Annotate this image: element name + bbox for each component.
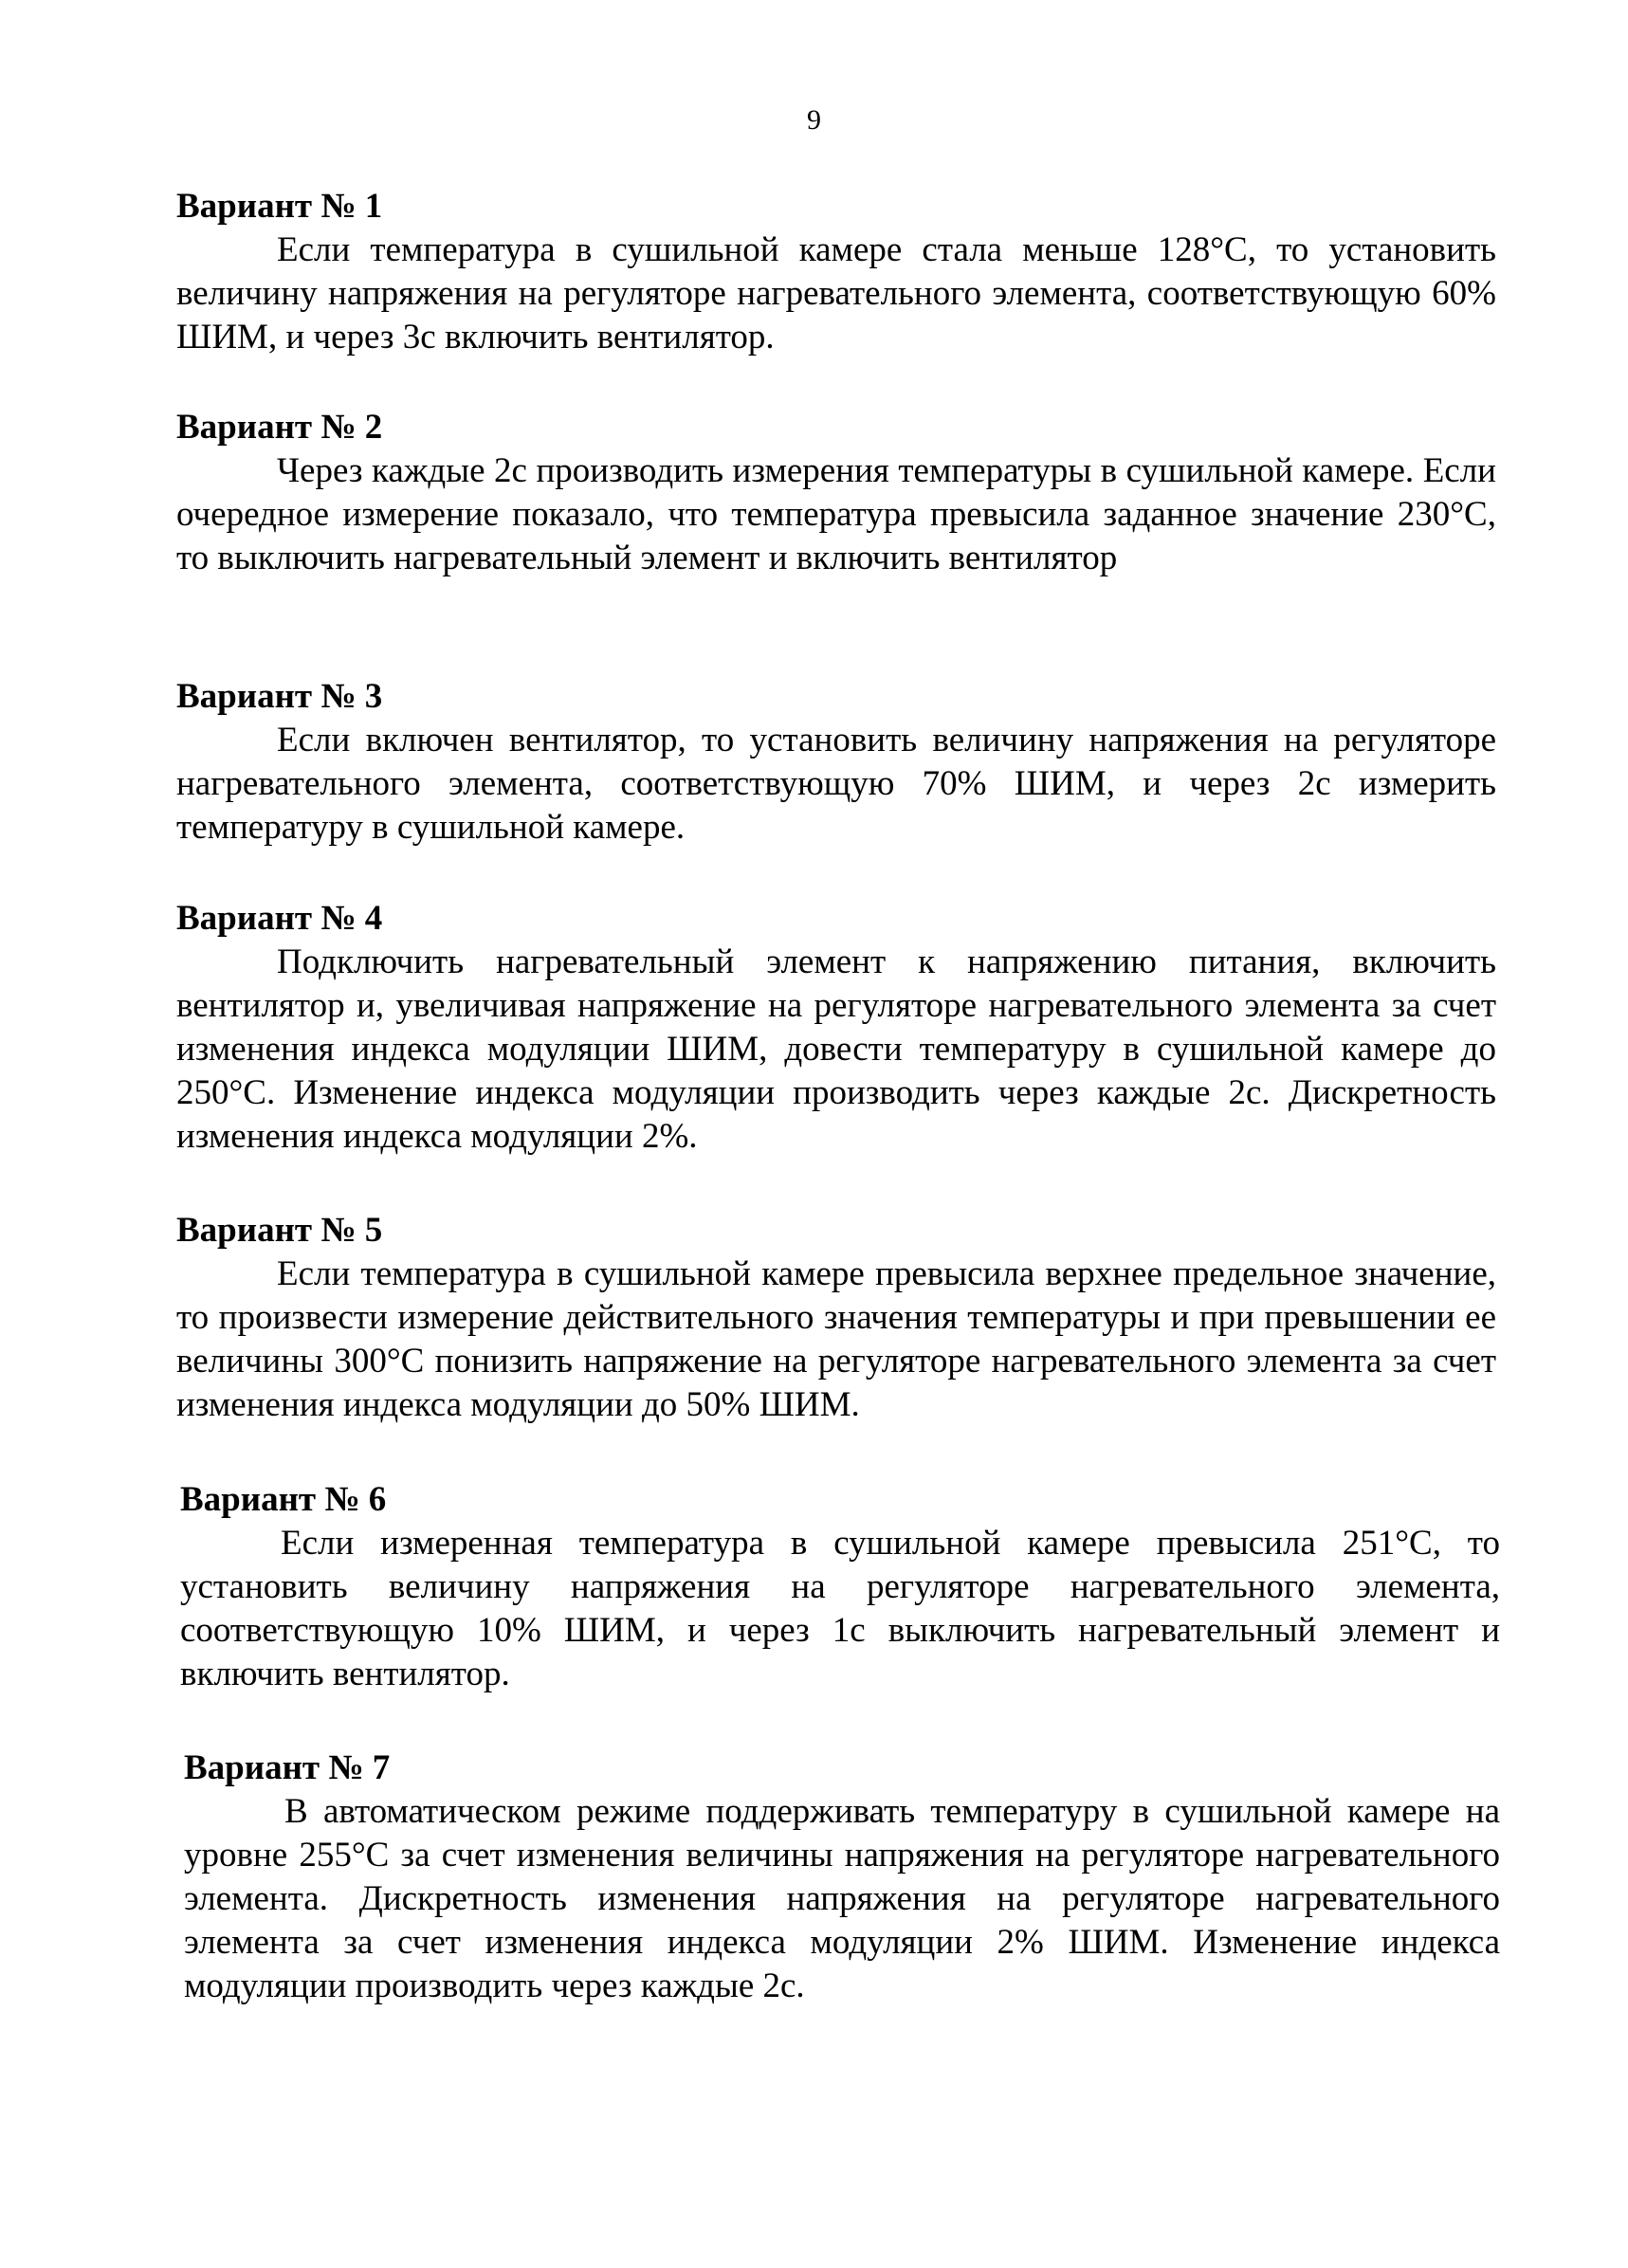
variant-5 — [176, 1209, 1496, 1427]
variant-text: Если включен вентилятор, то установить величину напряжения на регуляторе нагревательного элемента, соответствующую 70% ШИМ, и через 2с измерить температуру в сушильной камере. — [176, 721, 1496, 847]
variant-text: Через каждые 2с производить измерения температуры в сушильной камере. Если очередное измерение показало, что температура превысила заданное значение 230°С, то выключить нагревательный элемент и включить вентилятор — [176, 451, 1496, 577]
variant-text: Если температура в сушильной камере превысила верхнее предельное значение, то произвести измерение действительного значения температуры и при превышении ее величины 300°С понизить напряжение на регуляторе нагревательного элемента за счет изменения индекса модуляции до 50% ШИМ. — [176, 1254, 1496, 1424]
variant-3 — [176, 675, 1496, 850]
variant-heading: Вариант № 6 — [180, 1480, 387, 1519]
variant-heading: Вариант № 1 — [176, 187, 383, 226]
variant-2 — [176, 406, 1496, 580]
variant-heading: Вариант № 4 — [176, 899, 383, 938]
variant-heading: Вариант № 7 — [184, 1748, 391, 1787]
variant-4 — [176, 897, 1496, 1159]
variant-heading: Вариант № 5 — [176, 1211, 383, 1250]
variant-7 — [184, 1747, 1500, 2008]
variant-1 — [176, 185, 1496, 359]
variant-text: Если измеренная температура в сушильной камере превысила 251°С, то установить величину напряжения на регуляторе нагревательного элемента, соответствующую 10% ШИМ, и через 1с выключить нагревательный элемент и включить вентилятор. — [180, 1524, 1500, 1693]
variant-text: Подключить нагревательный элемент к напряжению питания, включить вентилятор и, увеличивая напряжение на регуляторе нагревательного элемента за счет изменения индекса модуляции ШИМ, довести температуру в сушильной камере до 250°С. Изменение индекса модуляции производить через каждые 2с. Дискретность изменения индекса модуляции 2%. — [176, 942, 1496, 1156]
page-number: 9 — [807, 104, 821, 136]
variant-text: В автоматическом режиме поддерживать температуру в сушильной камере на уровне 255°С за счет изменения величины напряжения на регуляторе нагревательного элемента. Дискретность изменения напряжения на регуляторе нагревательного элемента за счет изменения индекса модуляции 2% ШИМ. Изменение индекса модуляции производить через каждые 2с. — [184, 1792, 1500, 2005]
variant-text: Если температура в сушильной камере стала меньше 128°С, то установить величину напряжения на регуляторе нагревательного элемента, соответствующую 60% ШИМ, и через 3с включить вентилятор. — [176, 230, 1496, 357]
variant-heading: Вариант № 3 — [176, 677, 383, 716]
variant-heading: Вариант № 2 — [176, 408, 383, 447]
variant-6 — [180, 1478, 1500, 1696]
